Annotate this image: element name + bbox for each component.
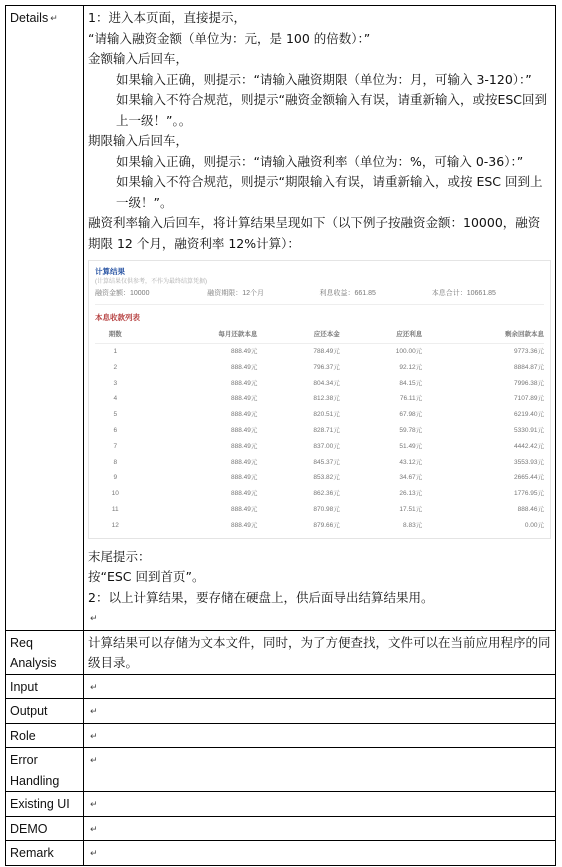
schedule-cell: 7: [113, 442, 118, 450]
schedule-cell: 17.51元: [399, 505, 423, 513]
error-handling-label: Error Handling: [6, 748, 84, 792]
paragraph-mark-icon: ↵: [90, 614, 98, 625]
schedule-row: [95, 360, 544, 376]
details-line: 末尾提示：: [88, 548, 151, 564]
input-row: [6, 674, 556, 699]
req-analysis-text: 计算结果可以存储为文本文件，同时，为了方便查找，文件可以在当前应用程序的同级目录。: [84, 630, 556, 674]
schedule-row: [95, 486, 544, 502]
schedule-cell: 84.15元: [399, 379, 423, 387]
role-row: [6, 723, 556, 748]
schedule-row: [95, 376, 544, 392]
requirements-table: [5, 5, 556, 866]
schedule-cell: 1: [113, 348, 118, 355]
schedule-cell: 76.11元: [399, 395, 423, 403]
remark-label: Remark: [6, 841, 84, 866]
calc-interest: 利息收益：661.85: [319, 290, 376, 297]
paragraph-mark-icon: ↵: [90, 707, 98, 718]
schedule-header: 应还本金: [257, 327, 339, 344]
schedule-cell: 51.49元: [399, 442, 423, 450]
schedule-cell: 2: [113, 363, 118, 371]
details-line: 融资利率输入后回车，将计算结果呈现如下（以下例子按融资金额：10000，融资期限 12 个月，融资利率 12%计算）：: [88, 215, 541, 251]
schedule-cell: 59.78元: [399, 426, 423, 434]
schedule-cell: 3553.93元: [514, 458, 544, 466]
existing-ui-label: Existing UI: [6, 792, 84, 817]
input-label: Input: [6, 674, 84, 699]
paragraph-mark-icon: ↵: [50, 13, 58, 23]
schedule-cell: 0.00元: [524, 521, 544, 529]
schedule-body: [95, 344, 544, 534]
schedule-cell: 888.49元: [230, 363, 258, 371]
details-line: “请输入融资金额（单位为：元，是 100 的倍数）：”: [88, 30, 371, 46]
schedule-cell: 8.83元: [403, 521, 423, 529]
details-line: 1：进入本页面，直接提示，: [88, 10, 246, 25]
existing-ui-row: [6, 792, 556, 817]
paragraph-mark-icon: ↵: [90, 849, 98, 860]
remark-cell: [84, 841, 556, 866]
schedule-cell: 862.36元: [313, 490, 340, 498]
schedule-row: [95, 344, 544, 360]
input-cell: [84, 674, 556, 699]
paragraph-mark-icon: ↵: [90, 731, 98, 742]
schedule-cell: 812.38元: [313, 395, 340, 403]
paragraph-mark-icon: ↵: [90, 756, 98, 767]
schedule-cell: 1776.95元: [514, 490, 544, 498]
schedule-cell: 788.49元: [313, 348, 340, 355]
calc-result-screenshot: [88, 260, 551, 539]
schedule-cell: 888.49元: [230, 505, 258, 513]
schedule-row: [95, 423, 544, 439]
details-line: 如果输入正确，则提示：“请输入融资期限（单位为：月，可输入 3-120）：”: [116, 71, 532, 87]
schedule-cell: 888.49元: [230, 379, 258, 387]
schedule-header: 期数: [95, 327, 136, 344]
schedule-cell: 6219.40元: [514, 411, 544, 419]
schedule-cell: 26.13元: [399, 490, 423, 498]
details-line: 如果输入正确，则提示：“请输入融资利率（单位为：%，可输入 0-36）：”: [116, 153, 524, 169]
demo-label: DEMO: [6, 816, 84, 841]
schedule-row: [95, 439, 544, 455]
existing-ui-cell: [84, 792, 556, 817]
schedule-cell: 8: [113, 458, 118, 466]
schedule-cell: 879.66元: [313, 521, 340, 529]
schedule-row: [95, 407, 544, 423]
schedule-header: 每月还款本息: [136, 327, 258, 344]
calc-summary: [95, 289, 544, 305]
role-label: Role: [6, 723, 84, 748]
calc-title: 计算结果: [95, 267, 125, 276]
details-content-cell: [84, 6, 556, 631]
error-handling-row: [6, 748, 556, 792]
schedule-cell: 4: [113, 395, 118, 403]
output-label: Output: [6, 699, 84, 724]
schedule-row: [95, 455, 544, 471]
details-line: 如果输入不符合规范，则提示“融资金额输入有误，请重新输入，或按ESC回到上一级！”。。: [116, 92, 548, 128]
schedule-cell: 888.49元: [230, 348, 258, 355]
req-analysis-label: Req Analysis: [6, 630, 84, 674]
output-row: [6, 699, 556, 724]
role-cell: [84, 723, 556, 748]
paragraph-mark-icon: ↵: [90, 824, 98, 835]
schedule-cell: 845.37元: [313, 458, 340, 466]
schedule-cell: 92.12元: [399, 363, 423, 371]
schedule-cell: 34.67元: [399, 474, 423, 482]
schedule-cell: 10: [111, 490, 119, 498]
schedule-cell: 5330.91元: [514, 426, 544, 434]
schedule-cell: 8884.87元: [514, 363, 544, 371]
schedule-cell: 4442.42元: [514, 442, 544, 450]
paragraph-mark-icon: ↵: [90, 682, 98, 693]
schedule-title: 本息收款列表: [95, 313, 140, 322]
error-handling-cell: [84, 748, 556, 792]
schedule-cell: 12: [111, 521, 119, 529]
schedule-cell: 2665.44元: [514, 474, 544, 482]
schedule-cell: 100.00元: [395, 348, 423, 355]
details-label-cell: [6, 6, 84, 631]
schedule-cell: 11: [111, 505, 119, 513]
schedule-cell: 43.12元: [399, 458, 423, 466]
schedule-cell: 888.49元: [230, 521, 258, 529]
schedule-row: [95, 391, 544, 407]
calc-term: 融资期限：12个月: [207, 290, 265, 297]
schedule-cell: 870.98元: [313, 505, 340, 513]
details-line: 2：以上计算结果，要存储在硬盘上，供后面导出结算结果用。: [88, 589, 434, 605]
req-analysis-row: [6, 630, 556, 674]
calc-amount: 融资金额：10000: [95, 290, 150, 297]
details-line: 期限输入后回车，: [88, 133, 189, 148]
schedule-cell: 796.37元: [313, 363, 340, 371]
schedule-cell: 9: [113, 474, 118, 482]
schedule-row: [95, 518, 544, 534]
remark-row: [6, 841, 556, 866]
calc-total: 本息合计：10661.85: [431, 290, 496, 297]
details-label: Details: [10, 11, 49, 25]
demo-cell: [84, 816, 556, 841]
schedule-cell: 828.71元: [313, 426, 340, 434]
schedule-cell: 888.46元: [517, 505, 544, 513]
paragraph-mark-icon: ↵: [90, 800, 98, 811]
schedule-cell: 9773.36元: [514, 348, 544, 355]
schedule-cell: 888.49元: [230, 411, 258, 419]
demo-row: [6, 816, 556, 841]
empty-line: [88, 608, 551, 630]
schedule-row: [95, 470, 544, 486]
schedule-cell: 888.49元: [230, 395, 258, 403]
details-line: 如果输入不符合规范，则提示“期限输入有误，请重新输入，或按 ESC 回到上一级！”。: [116, 174, 543, 210]
schedule-cell: 820.51元: [313, 411, 340, 419]
schedule-header: 应还利息: [340, 327, 422, 344]
calc-note: (计算结果仅供参考，不作为最终结算凭据): [95, 279, 207, 285]
schedule-cell: 3: [113, 379, 118, 387]
details-row: [6, 6, 556, 631]
schedule-cell: 5: [113, 411, 118, 419]
details-line: 按“ESC 回到首页”。: [88, 569, 205, 585]
schedule-header: 剩余回款本息: [422, 327, 544, 344]
schedule-cell: 837.00元: [313, 442, 340, 450]
schedule-cell: 888.49元: [230, 474, 258, 482]
schedule-row: [95, 502, 544, 518]
schedule-cell: 888.49元: [230, 442, 258, 450]
details-line: 金额输入后回车，: [88, 51, 189, 66]
schedule-cell: 853.82元: [313, 474, 340, 482]
schedule-cell: 67.98元: [399, 411, 423, 419]
schedule-cell: 888.49元: [230, 490, 258, 498]
schedule-cell: 804.34元: [313, 379, 340, 387]
schedule-cell: 7996.38元: [514, 379, 544, 387]
schedule-cell: 888.49元: [230, 458, 258, 466]
schedule-cell: 7107.89元: [514, 395, 544, 403]
schedule-cell: 888.49元: [230, 426, 258, 434]
schedule-header-row: [95, 327, 544, 344]
output-cell: [84, 699, 556, 724]
schedule-cell: 6: [113, 426, 118, 434]
schedule-table: [95, 327, 544, 534]
